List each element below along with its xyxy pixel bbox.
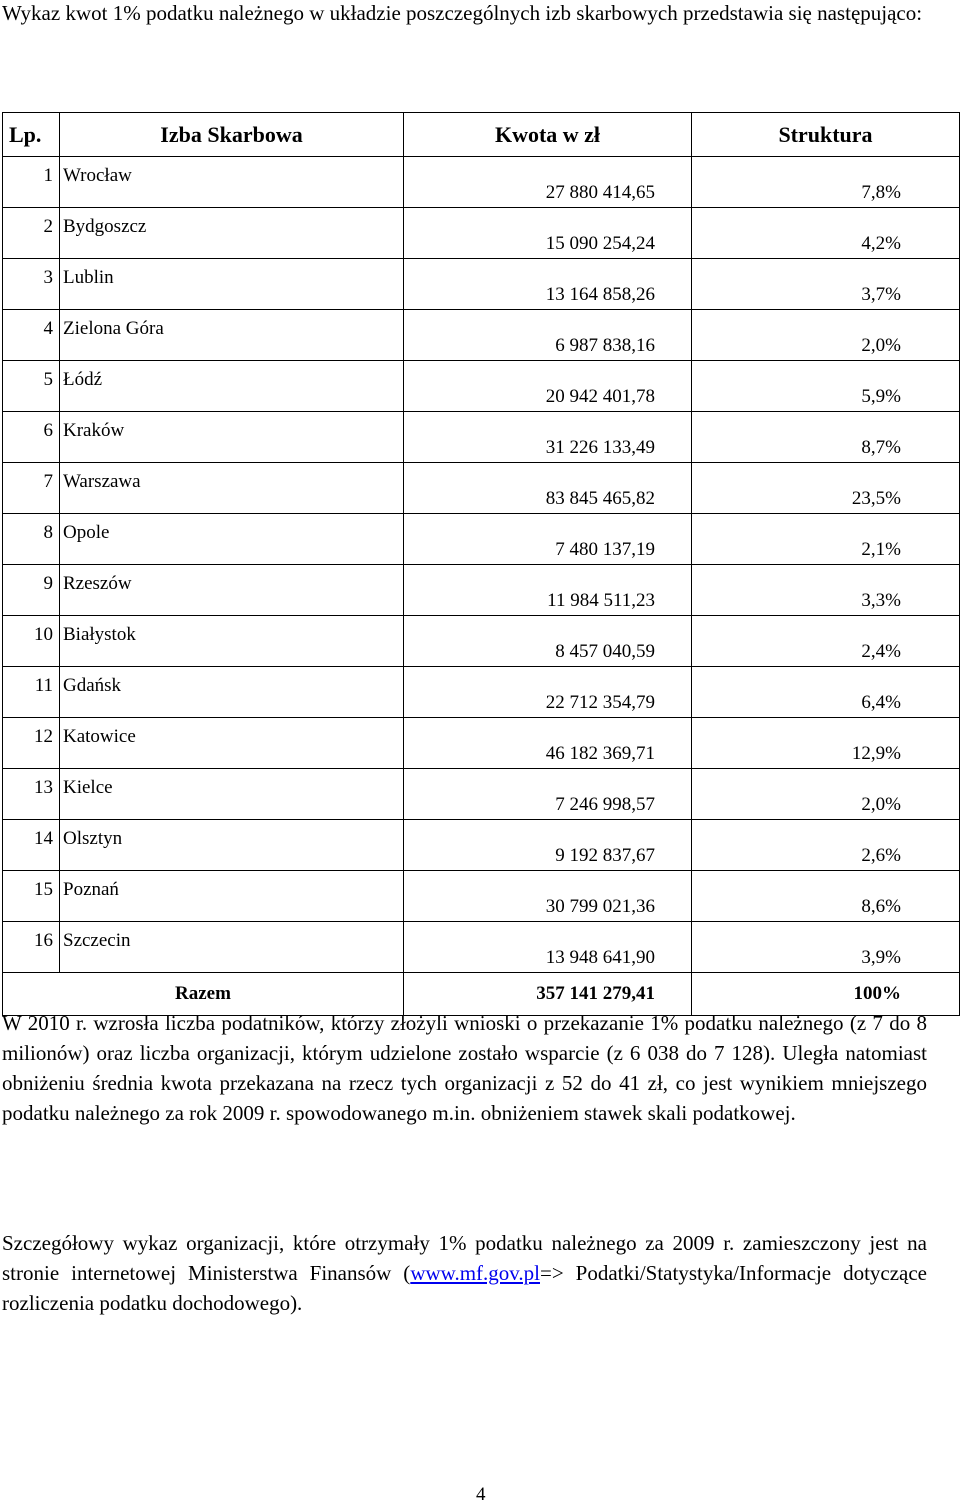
tax-office-table [2,112,960,1016]
intro-paragraph: Wykaz kwot 1% podatku należnego w układzie poszczególnych izb skarbowych przedstawia się następująco: [2,1,923,25]
row-izba: Opole [60,514,404,565]
total-amount: 357 141 279,41 [404,973,692,1016]
row-izba: Warszawa [60,463,404,514]
row-lp: 3 [3,259,60,310]
row-kwota: 7 246 998,57 [404,769,692,820]
row-lp: 7 [3,463,60,514]
row-lp: 5 [3,361,60,412]
table-row [3,820,960,871]
header-kwota: Kwota w zł [404,113,692,157]
row-izba: Lublin [60,259,404,310]
row-izba: Wrocław [60,157,404,208]
row-kwota: 8 457 040,59 [404,616,692,667]
row-struktura: 4,2% [692,208,960,259]
row-izba: Zielona Góra [60,310,404,361]
row-kwota: 46 182 369,71 [404,718,692,769]
header-lp: Lp. [3,113,60,157]
row-struktura: 23,5% [692,463,960,514]
row-lp: 12 [3,718,60,769]
row-kwota: 11 984 511,23 [404,565,692,616]
table-row [3,412,960,463]
row-izba: Gdańsk [60,667,404,718]
row-lp: 4 [3,310,60,361]
row-struktura: 3,9% [692,922,960,973]
row-struktura: 6,4% [692,667,960,718]
row-struktura: 2,0% [692,310,960,361]
table-row [3,616,960,667]
row-struktura: 2,0% [692,769,960,820]
table-row [3,565,960,616]
details-paragraph [2,1228,927,1318]
row-kwota: 13 164 858,26 [404,259,692,310]
table-row [3,310,960,361]
table-row [3,718,960,769]
row-kwota: 20 942 401,78 [404,361,692,412]
row-struktura: 2,1% [692,514,960,565]
ministry-link[interactable]: www.mf.gov.pl [410,1261,540,1285]
row-kwota: 7 480 137,19 [404,514,692,565]
row-kwota: 83 845 465,82 [404,463,692,514]
row-struktura: 7,8% [692,157,960,208]
row-kwota: 22 712 354,79 [404,667,692,718]
row-struktura: 2,4% [692,616,960,667]
row-izba: Olsztyn [60,820,404,871]
row-kwota: 31 226 133,49 [404,412,692,463]
total-share: 100% [692,973,960,1016]
row-struktura: 2,6% [692,820,960,871]
row-izba: Białystok [60,616,404,667]
row-lp: 8 [3,514,60,565]
header-izba: Izba Skarbowa [60,113,404,157]
table-row [3,769,960,820]
table-row [3,667,960,718]
row-lp: 10 [3,616,60,667]
table-row [3,361,960,412]
row-lp: 9 [3,565,60,616]
row-lp: 1 [3,157,60,208]
page-number: 4 [476,1484,486,1505]
table-row [3,922,960,973]
row-struktura: 3,3% [692,565,960,616]
row-lp: 2 [3,208,60,259]
table-row [3,157,960,208]
row-lp: 16 [3,922,60,973]
row-lp: 15 [3,871,60,922]
row-kwota: 13 948 641,90 [404,922,692,973]
row-izba: Łódź [60,361,404,412]
row-izba: Kielce [60,769,404,820]
row-struktura: 5,9% [692,361,960,412]
row-izba: Poznań [60,871,404,922]
row-kwota: 15 090 254,24 [404,208,692,259]
total-label: Razem [3,973,404,1016]
row-struktura: 8,6% [692,871,960,922]
row-struktura: 12,9% [692,718,960,769]
row-lp: 11 [3,667,60,718]
row-izba: Katowice [60,718,404,769]
header-struktura: Struktura [692,113,960,157]
row-izba: Kraków [60,412,404,463]
row-izba: Bydgoszcz [60,208,404,259]
row-kwota: 6 987 838,16 [404,310,692,361]
summary-paragraph: W 2010 r. wzrosła liczba podatników, którzy złożyli wnioski o przekazanie 1% podatku należnego (z 7 do 8 milionów) oraz liczba organizacji, którym udzielone zostało wsparcie (z 6 038 do 7 128). Uległa natomiast obniżeniu średnia kwota przekazana na rzecz tych organizacji z 52 do 41 zł, co jest wynikiem mniejszego podatku należnego za rok 2009 r. spowodowanego m.in. obniżeniem stawek skali podatkowej. [2,1011,927,1125]
row-lp: 14 [3,820,60,871]
row-lp: 6 [3,412,60,463]
row-struktura: 3,7% [692,259,960,310]
row-kwota: 30 799 021,36 [404,871,692,922]
table-row [3,514,960,565]
table-header-row [3,113,960,157]
row-izba: Rzeszów [60,565,404,616]
row-struktura: 8,7% [692,412,960,463]
row-kwota: 27 880 414,65 [404,157,692,208]
details-text-after: => Podatki/Statystyka/Informacje dotyczące rozliczenia podatku dochodowego). [2,1261,928,1315]
table-row [3,208,960,259]
table-row [3,871,960,922]
table-row [3,463,960,514]
table-row [3,259,960,310]
details-text-before: Szczegółowy wykaz organizacji, które otrzymały 1% podatku należnego za 2009 r. zamieszczony jest na stronie internetowej Ministerstwa Finansów ( [2,1231,927,1285]
row-kwota: 9 192 837,67 [404,820,692,871]
row-lp: 13 [3,769,60,820]
row-izba: Szczecin [60,922,404,973]
